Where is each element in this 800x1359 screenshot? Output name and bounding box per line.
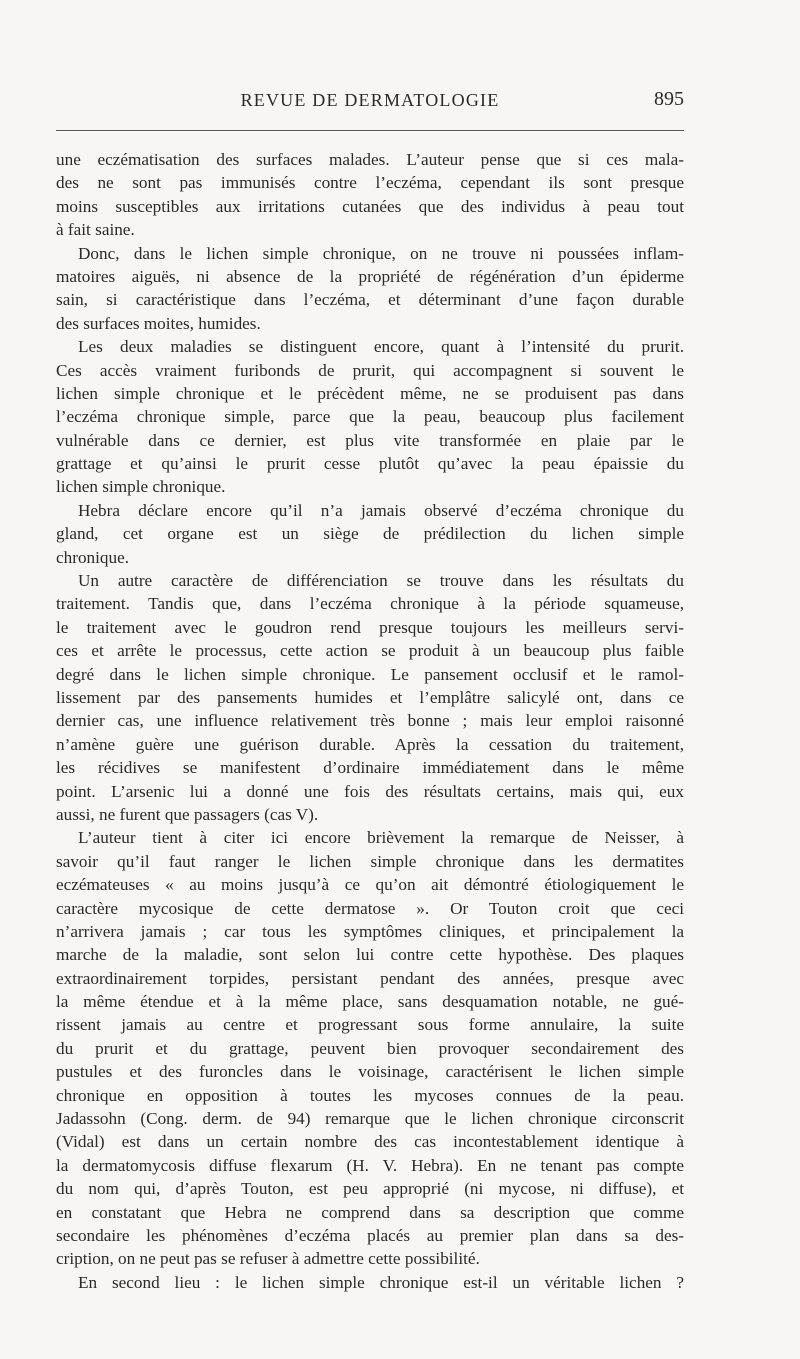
text-line: L’auteur tient à citer ici encore brièvement la remarque de Neisser, à	[78, 828, 684, 848]
body-text	[56, 148, 684, 1294]
text-line: marche de la maladie, sont selon lui contre cette hypothèse. Des plaques	[56, 945, 684, 965]
text-line: la même étendue et à la même place, sans desquamation notable, ne gué-	[56, 992, 684, 1012]
text-line: des ne sont pas immunisés contre l’eczéma, cependant ils sont presque	[56, 173, 684, 193]
text-line: une eczématisation des surfaces malades. L’auteur pense que si ces mala-	[56, 150, 684, 169]
text-line: lichen simple chronique.	[56, 477, 226, 497]
text-line: extraordinairement torpides, persistant pendant des années, presque avec	[56, 968, 684, 988]
text-line: En second lieu : le lichen simple chronique est-il un véritable lichen ?	[78, 1272, 684, 1292]
text-line: rissent jamais au centre et progressant sous forme annulaire, la suite	[56, 1015, 684, 1035]
text-line: pustules et des furoncles dans le voisinage, caractérisent le lichen simple	[56, 1062, 684, 1082]
text-line: l’eczéma chronique simple, parce que la peau, beaucoup plus facilement	[56, 407, 684, 427]
text-line: du nom qui, d’après Touton, est peu approprié (ni mycose, ni diffuse), et	[56, 1179, 684, 1199]
text-line: secondaire les phénomènes d’eczéma placés au premier plan dans sa des-	[56, 1225, 684, 1245]
text-line: cription, on ne peut pas se refuser à admettre cette possibilité.	[56, 1249, 480, 1269]
text-line: savoir qu’il faut ranger le lichen simple chronique dans les dermatites	[56, 851, 684, 871]
page-number: 895	[654, 88, 684, 110]
text-line: point. L’arsenic lui a donné une fois des résultats certains, mais qui, eux	[56, 781, 684, 801]
text-line: Un autre caractère de différenciation se trouve dans les résultats du	[78, 571, 684, 591]
text-line: ces et arrête le processus, cette action se produit à un beaucoup plus faible	[56, 641, 684, 661]
text-line: lichen simple chronique et le précèdent même, ne se produisent pas dans	[56, 383, 684, 403]
text-line: chronique en opposition à toutes les mycoses connues de la peau.	[56, 1085, 684, 1105]
text-line: dernier cas, une influence relativement très bonne ; mais leur emploi raisonné	[56, 711, 684, 731]
text-line: degré dans le lichen simple chronique. Le pansement occlusif et le ramol-	[56, 664, 684, 684]
text-line: aussi, ne furent que passagers (cas V).	[56, 804, 319, 824]
text-line: la dermatomycosis diffuse flexarum (H. V. Hebra). En ne tenant pas compte	[56, 1155, 684, 1175]
text-line: du prurit et du grattage, peuvent bien provoquer secondairement des	[56, 1038, 684, 1058]
running-header	[56, 90, 684, 120]
text-line: traitement. Tandis que, dans l’eczéma chronique à la période squameuse,	[56, 594, 684, 614]
journal-title: REVUE DE DERMATOLOGIE	[240, 90, 500, 110]
text-line: matoires aiguës, ni absence de la propriété de régénération d’un épiderme	[56, 266, 684, 286]
text-line: moins susceptibles aux irritations cutanées que des individus à peau tout	[56, 196, 684, 216]
text-line: le traitement avec le goudron rend presque toujours les meilleurs servi-	[56, 617, 684, 637]
text-line: vulnérable dans ce dernier, est plus vite transformée en plaie par le	[56, 430, 684, 450]
text-line: eczémateuses « au moins jusqu’à ce qu’on ait démontré étiologiquement le	[56, 875, 684, 895]
header-rule	[56, 130, 684, 131]
text-line: en constatant que Hebra ne comprend dans sa description que comme	[56, 1202, 684, 1222]
text-line: (Vidal) est dans un certain nombre des cas incontestablement identique à	[56, 1132, 684, 1152]
text-line: les récidives se manifestent d’ordinaire immédiatement dans le même	[56, 758, 684, 778]
text-line: caractère mycosique de cette dermatose ». Or Touton croit que ceci	[56, 898, 684, 918]
text-line: Jadassohn (Cong. derm. de 94) remarque que le lichen chronique circonscrit	[56, 1109, 684, 1129]
text-line: n’arrivera jamais ; car tous les symptômes cliniques, et principalement la	[56, 921, 684, 941]
text-line: à fait saine.	[56, 220, 135, 240]
text-line: Hebra déclare encore qu’il n’a jamais observé d’eczéma chronique du	[78, 500, 684, 520]
text-line: sain, si caractéristique dans l’eczéma, et déterminant d’une façon durable	[56, 290, 684, 310]
text-line: n’amène guère une guérison durable. Après la cessation du traitement,	[56, 734, 684, 754]
text-line: Donc, dans le lichen simple chronique, on ne trouve ni poussées inflam-	[78, 243, 684, 263]
text-line: des surfaces moites, humides.	[56, 313, 261, 333]
text-line: grattage et qu’ainsi le prurit cesse plutôt qu’avec la peau épaissie du	[56, 454, 684, 474]
text-line: gland, cet organe est un siège de prédilection du lichen simple	[56, 524, 684, 544]
text-line: chronique.	[56, 547, 130, 567]
text-line: Les deux maladies se distinguent encore, quant à l’intensité du prurit.	[78, 337, 684, 357]
text-line: lissement par des pansements humides et l’emplâtre salicylé ont, dans ce	[56, 687, 684, 707]
text-line: Ces accès vraiment furibonds de prurit, qui accompagnent si souvent le	[56, 360, 684, 380]
